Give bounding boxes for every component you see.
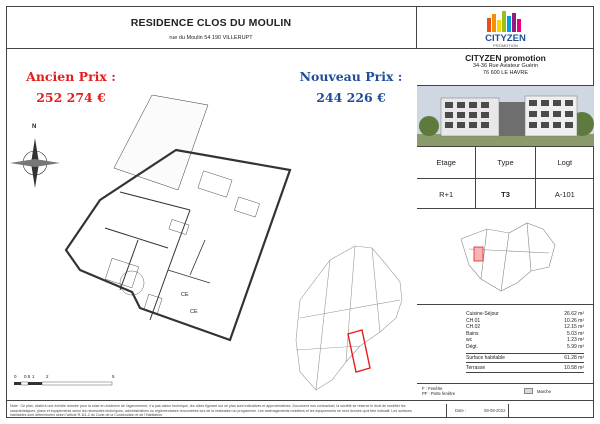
ce-label-2: CE xyxy=(190,309,198,315)
disclaimer: Note : Ce plan, établi à une échelle donnée pour la mise en évidence de l'agencement, n'a pas valeur technique, les côtes figurant sur ce plan sont indicatives et approximatives. Document non contractuel, la société se réserve le droit de modifier les caractéristiques, plans et équipements selon les nécessités techniques, administratives ou réglementaires rencontrées lors de la réalisation du programme. Les aménagements mobiliers et les équipements ne sont donnés qu'à titre indicatif. Les surfaces habitables sont déterminées selon l'article R.111-2 du Code de la Construction et de l'Habitation. xyxy=(10,404,412,417)
surface-row: wc 1.23 m² xyxy=(466,337,584,344)
company-address-2: 76 600 LE HAVRE xyxy=(482,70,529,76)
surface-row: CH.02 12.15 m² xyxy=(466,324,584,331)
residence-title: RESIDENCE CLOS DU MOULIN xyxy=(130,17,292,29)
ce-label-1: CE xyxy=(181,292,189,298)
legend-window: F : Fenêtre xyxy=(422,386,443,391)
logt-value: A-101 xyxy=(535,179,594,209)
habitable-surface-row: Surface habitable 61.28 m² xyxy=(466,354,584,361)
etage-header: Etage xyxy=(436,158,456,167)
date-label: Date : xyxy=(455,408,467,413)
old-price-label: Ancien Prix : xyxy=(26,69,116,84)
new-price-value: 244 226 € xyxy=(316,90,386,105)
legend-french-window: PF : Porte fenêtre xyxy=(422,391,456,396)
document-date: 08-08-2022 xyxy=(484,408,506,413)
legend-marche: Marche xyxy=(537,389,551,394)
footer xyxy=(6,400,594,418)
old-price-value: 252 274 € xyxy=(36,90,106,105)
logt-header: Logt xyxy=(535,147,594,178)
company-name: CITYZEN promotion xyxy=(465,53,546,63)
surface-row: Bains 5.03 m² xyxy=(466,330,584,337)
surface-row: CH.01 10.26 m² xyxy=(466,317,584,324)
terrace-row: Terrasse 10.58 m² xyxy=(466,364,584,371)
type-value: T3 xyxy=(475,179,534,209)
logo-tagline: PROMOTION xyxy=(493,43,518,48)
scale-bar xyxy=(14,382,112,385)
type-header: Type xyxy=(475,147,534,178)
north-arrow-icon xyxy=(10,138,60,188)
surface-row: Dégt. 5.99 m² xyxy=(466,343,584,350)
company-address-1: 34-36 Rue Aviateur Guérin xyxy=(472,63,539,69)
etage-value: R+1 xyxy=(439,189,454,199)
surface-row: Cuisine-Séjour 26.62 m² xyxy=(466,311,584,317)
new-price-label: Nouveau Prix : xyxy=(299,69,403,84)
footer-stamp-box xyxy=(508,404,600,418)
residence-address: rue du Moulin 54 190 VILLERUPT xyxy=(169,35,253,41)
logo-name: CITYZEN xyxy=(485,33,526,44)
north-label: N xyxy=(32,124,37,130)
